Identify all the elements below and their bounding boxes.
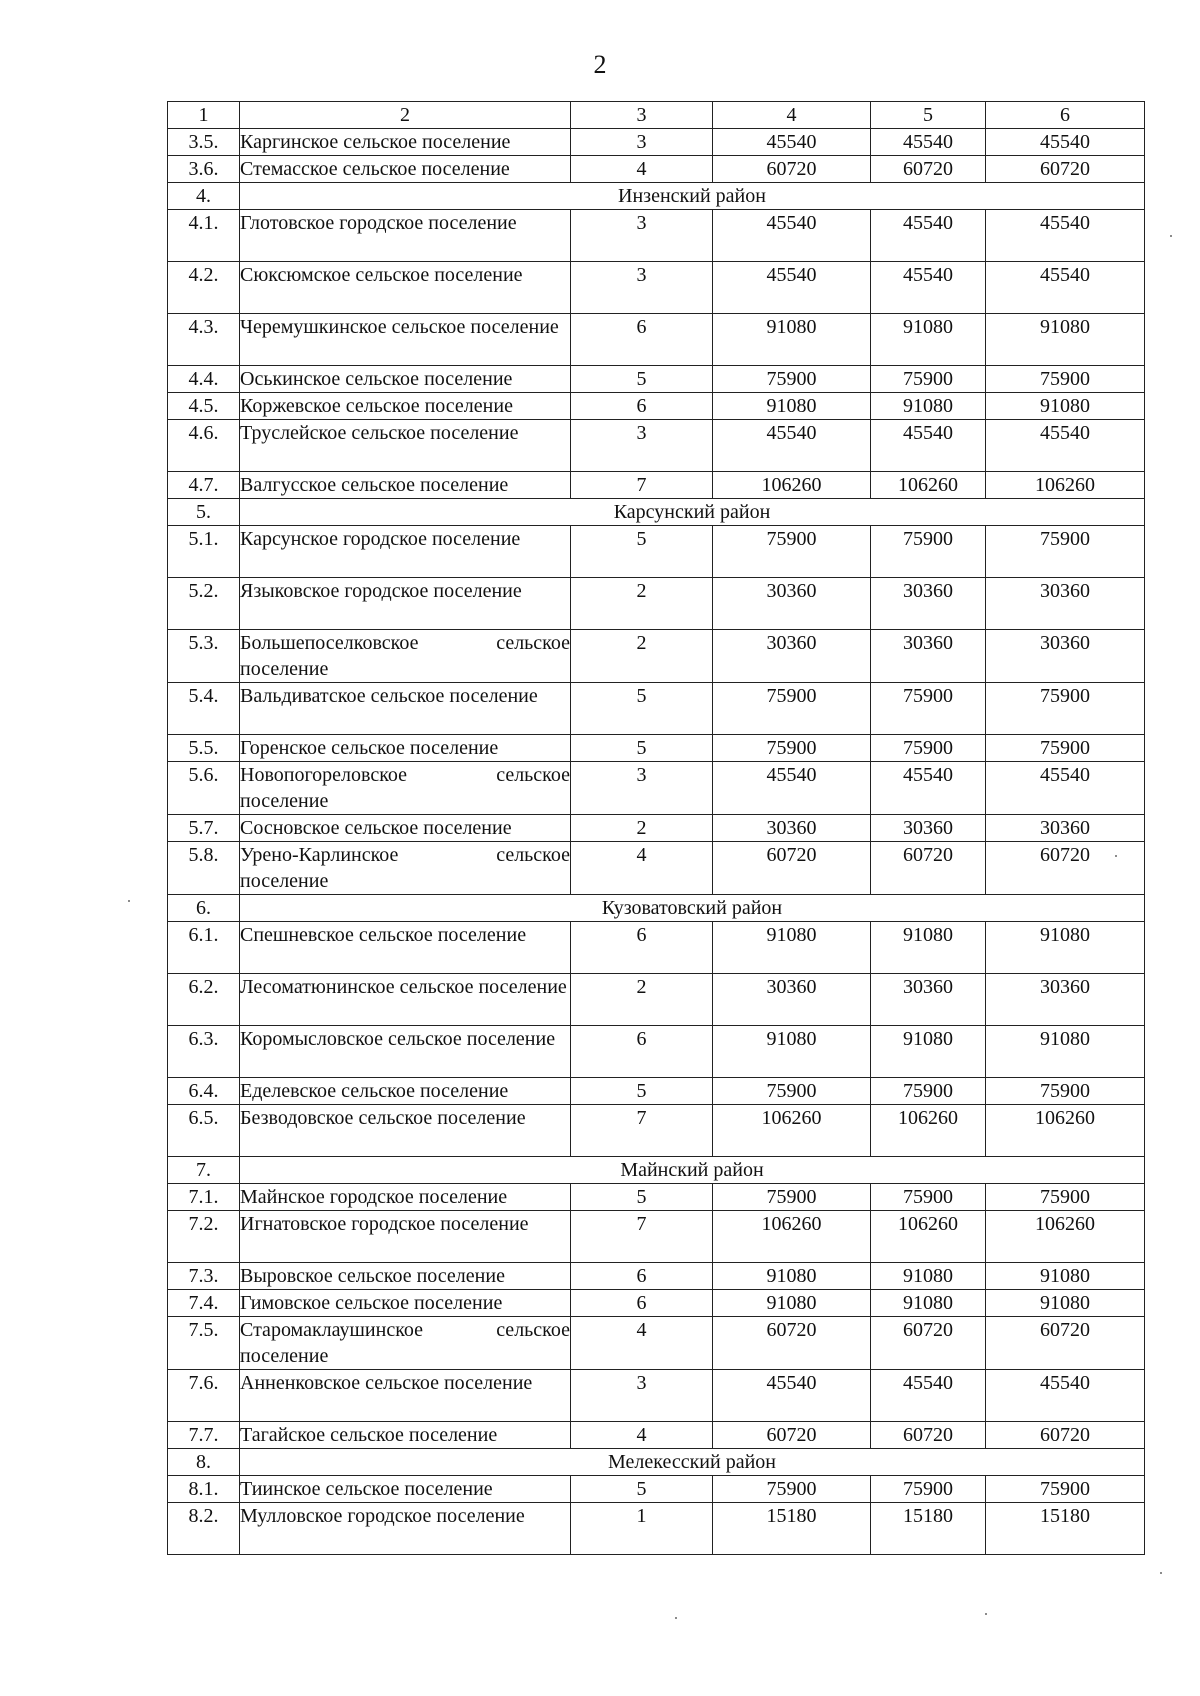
column-number-cell: 5: [871, 102, 986, 129]
district-name: Майнский район: [240, 1157, 1145, 1184]
value-col3: 7: [571, 1105, 713, 1157]
row-number: 7.7.: [168, 1422, 240, 1449]
table-row: [168, 1422, 1145, 1449]
district-number: 5.: [168, 499, 240, 526]
value-col6: 75900: [986, 683, 1145, 735]
district-row: [168, 183, 1145, 210]
value-col4: 106260: [713, 1211, 871, 1263]
table-row: [168, 1503, 1145, 1555]
value-col6: 106260: [986, 1211, 1145, 1263]
settlement-name: Оськинское сельское поселение: [240, 366, 571, 393]
value-col5: 91080: [871, 393, 986, 420]
settlement-name: Тагайское сельское поселение: [240, 1422, 571, 1449]
settlement-name: Лесоматюнинское сельское поселение: [240, 974, 571, 1026]
value-col6: 91080: [986, 1263, 1145, 1290]
value-col3: 6: [571, 1290, 713, 1317]
value-col4: 106260: [713, 1105, 871, 1157]
table-row: [168, 815, 1145, 842]
value-col4: 75900: [713, 1184, 871, 1211]
row-number: 5.2.: [168, 578, 240, 630]
value-col6: 30360: [986, 815, 1145, 842]
district-row: [168, 499, 1145, 526]
row-number: 7.1.: [168, 1184, 240, 1211]
settlement-name: Спешневское сельское поселение: [240, 922, 571, 974]
scan-speck: [675, 1617, 677, 1619]
value-col6: 30360: [986, 578, 1145, 630]
value-col3: 7: [571, 1211, 713, 1263]
value-col6: 60720: [986, 1317, 1145, 1370]
settlement-name: Коржевское сельское поселение: [240, 393, 571, 420]
settlement-name: Майнское городское поселение: [240, 1184, 571, 1211]
row-number: 3.5.: [168, 129, 240, 156]
value-col6: 30360: [986, 974, 1145, 1026]
value-col4: 91080: [713, 314, 871, 366]
table-row: [168, 1370, 1145, 1422]
table-row: [168, 1026, 1145, 1078]
row-number: 4.4.: [168, 366, 240, 393]
district-row: [168, 895, 1145, 922]
row-number: 4.3.: [168, 314, 240, 366]
value-col3: 6: [571, 393, 713, 420]
table-row: [168, 366, 1145, 393]
value-col3: 3: [571, 762, 713, 815]
row-number: 4.5.: [168, 393, 240, 420]
value-col6: 75900: [986, 526, 1145, 578]
value-col6: 75900: [986, 735, 1145, 762]
row-number: 7.2.: [168, 1211, 240, 1263]
table-row: [168, 210, 1145, 262]
value-col4: 45540: [713, 210, 871, 262]
table-row: [168, 526, 1145, 578]
settlement-name: Игнатовское городское поселение: [240, 1211, 571, 1263]
allocation-table: [167, 101, 1145, 1555]
value-col5: 91080: [871, 922, 986, 974]
value-col3: 6: [571, 314, 713, 366]
value-col5: 30360: [871, 974, 986, 1026]
value-col3: 1: [571, 1503, 713, 1555]
column-number-row: [168, 102, 1145, 129]
value-col3: 2: [571, 630, 713, 683]
value-col3: 2: [571, 578, 713, 630]
value-col3: 3: [571, 1370, 713, 1422]
value-col3: 2: [571, 815, 713, 842]
value-col6: 45540: [986, 210, 1145, 262]
value-col3: 3: [571, 420, 713, 472]
value-col3: 6: [571, 1026, 713, 1078]
row-number: 6.1.: [168, 922, 240, 974]
value-col4: 60720: [713, 842, 871, 895]
value-col5: 45540: [871, 1370, 986, 1422]
row-number: 6.2.: [168, 974, 240, 1026]
value-col4: 30360: [713, 974, 871, 1026]
value-col5: 75900: [871, 1476, 986, 1503]
settlement-name: Выровское сельское поселение: [240, 1263, 571, 1290]
value-col6: 91080: [986, 1290, 1145, 1317]
value-col4: 45540: [713, 420, 871, 472]
value-col6: 75900: [986, 1184, 1145, 1211]
value-col3: 3: [571, 129, 713, 156]
value-col4: 91080: [713, 393, 871, 420]
settlement-name: Валгусское сельское поселение: [240, 472, 571, 499]
row-number: 5.8.: [168, 842, 240, 895]
value-col4: 45540: [713, 262, 871, 314]
value-col4: 75900: [713, 683, 871, 735]
row-number: 3.6.: [168, 156, 240, 183]
value-col4: 60720: [713, 156, 871, 183]
scan-speck: [1115, 855, 1117, 857]
row-number: 7.3.: [168, 1263, 240, 1290]
value-col6: 45540: [986, 262, 1145, 314]
value-col5: 106260: [871, 472, 986, 499]
scan-speck: [128, 900, 130, 902]
row-number: 5.7.: [168, 815, 240, 842]
value-col6: 106260: [986, 1105, 1145, 1157]
value-col6: 30360: [986, 630, 1145, 683]
district-row: [168, 1157, 1145, 1184]
value-col5: 106260: [871, 1211, 986, 1263]
row-number: 5.3.: [168, 630, 240, 683]
value-col4: 91080: [713, 1263, 871, 1290]
settlement-name: Новопогореловское сельское поселение: [240, 762, 571, 815]
value-col6: 60720: [986, 1422, 1145, 1449]
value-col5: 15180: [871, 1503, 986, 1555]
settlement-name: Мулловское городское поселение: [240, 1503, 571, 1555]
value-col3: 4: [571, 842, 713, 895]
row-number: 4.6.: [168, 420, 240, 472]
table-row: [168, 578, 1145, 630]
column-number-cell: 1: [168, 102, 240, 129]
value-col6: 75900: [986, 1078, 1145, 1105]
value-col5: 60720: [871, 156, 986, 183]
scan-speck: [1160, 1572, 1162, 1574]
row-number: 5.5.: [168, 735, 240, 762]
table-row: [168, 735, 1145, 762]
value-col5: 60720: [871, 842, 986, 895]
value-col3: 6: [571, 922, 713, 974]
row-number: 8.2.: [168, 1503, 240, 1555]
district-number: 4.: [168, 183, 240, 210]
column-number-cell: 4: [713, 102, 871, 129]
table-row: [168, 683, 1145, 735]
page-number: 2: [593, 50, 607, 79]
value-col5: 91080: [871, 1026, 986, 1078]
value-col5: 75900: [871, 1078, 986, 1105]
value-col3: 5: [571, 1184, 713, 1211]
settlement-name: Глотовское городское поселение: [240, 210, 571, 262]
settlement-name: Вальдиватское сельское поселение: [240, 683, 571, 735]
value-col6: 91080: [986, 922, 1145, 974]
table-row: [168, 1211, 1145, 1263]
settlement-name: Языковское городское поселение: [240, 578, 571, 630]
value-col5: 45540: [871, 210, 986, 262]
value-col5: 91080: [871, 1290, 986, 1317]
value-col3: 5: [571, 1078, 713, 1105]
row-number: 5.1.: [168, 526, 240, 578]
table-row: [168, 1263, 1145, 1290]
district-name: Кузоватовский район: [240, 895, 1145, 922]
settlement-name: Урено-Карлинское сельское поселение: [240, 842, 571, 895]
table-row: [168, 630, 1145, 683]
settlement-name: Гимовское сельское поселение: [240, 1290, 571, 1317]
value-col6: 45540: [986, 420, 1145, 472]
settlement-name: Черемушкинское сельское поселение: [240, 314, 571, 366]
settlement-name: Сосновское сельское поселение: [240, 815, 571, 842]
value-col4: 75900: [713, 526, 871, 578]
value-col5: 45540: [871, 762, 986, 815]
row-number: 5.6.: [168, 762, 240, 815]
table-row: [168, 1078, 1145, 1105]
value-col5: 106260: [871, 1105, 986, 1157]
value-col3: 4: [571, 1317, 713, 1370]
row-number: 4.2.: [168, 262, 240, 314]
value-col3: 5: [571, 366, 713, 393]
table-row: [168, 314, 1145, 366]
table-row: [168, 1317, 1145, 1370]
district-number: 6.: [168, 895, 240, 922]
value-col5: 75900: [871, 366, 986, 393]
value-col4: 75900: [713, 1476, 871, 1503]
settlement-name: Карсунское городское поселение: [240, 526, 571, 578]
row-number: 4.1.: [168, 210, 240, 262]
value-col4: 91080: [713, 922, 871, 974]
value-col4: 75900: [713, 366, 871, 393]
table-row: [168, 420, 1145, 472]
row-number: 6.3.: [168, 1026, 240, 1078]
district-name: Карсунский район: [240, 499, 1145, 526]
value-col5: 75900: [871, 1184, 986, 1211]
table-row: [168, 974, 1145, 1026]
value-col4: 45540: [713, 762, 871, 815]
settlement-name: Коромысловское сельское поселение: [240, 1026, 571, 1078]
settlement-name: Горенское сельское поселение: [240, 735, 571, 762]
table-row: [168, 1290, 1145, 1317]
value-col6: 15180: [986, 1503, 1145, 1555]
column-number-cell: 2: [240, 102, 571, 129]
value-col6: 60720: [986, 842, 1145, 895]
value-col6: 91080: [986, 1026, 1145, 1078]
value-col4: 30360: [713, 630, 871, 683]
district-number: 8.: [168, 1449, 240, 1476]
value-col5: 30360: [871, 815, 986, 842]
value-col5: 45540: [871, 420, 986, 472]
value-col6: 91080: [986, 314, 1145, 366]
value-col5: 75900: [871, 683, 986, 735]
value-col3: 5: [571, 526, 713, 578]
district-number: 7.: [168, 1157, 240, 1184]
value-col3: 3: [571, 210, 713, 262]
value-col5: 75900: [871, 735, 986, 762]
row-number: 7.5.: [168, 1317, 240, 1370]
settlement-name: Тиинское сельское поселение: [240, 1476, 571, 1503]
row-number: 7.6.: [168, 1370, 240, 1422]
district-name: Инзенский район: [240, 183, 1145, 210]
district-name: Мелекесский район: [240, 1449, 1145, 1476]
table-row: [168, 842, 1145, 895]
column-number-cell: 3: [571, 102, 713, 129]
settlement-name: Старомаклаушинское сельское поселение: [240, 1317, 571, 1370]
value-col6: 91080: [986, 393, 1145, 420]
table-row: [168, 129, 1145, 156]
table-body: [168, 102, 1145, 1555]
value-col4: 60720: [713, 1422, 871, 1449]
value-col4: 45540: [713, 129, 871, 156]
settlement-name: Каргинское сельское поселение: [240, 129, 571, 156]
value-col6: 45540: [986, 762, 1145, 815]
settlement-name: Труслейское сельское поселение: [240, 420, 571, 472]
settlement-name: Сюксюмское сельское поселение: [240, 262, 571, 314]
value-col3: 5: [571, 735, 713, 762]
value-col6: 60720: [986, 156, 1145, 183]
table-row: [168, 262, 1145, 314]
district-row: [168, 1449, 1145, 1476]
table-row: [168, 156, 1145, 183]
table-row: [168, 922, 1145, 974]
value-col3: 2: [571, 974, 713, 1026]
settlement-name: Большепоселковское сельское поселение: [240, 630, 571, 683]
value-col4: 106260: [713, 472, 871, 499]
value-col4: 15180: [713, 1503, 871, 1555]
scan-speck: [985, 1613, 987, 1615]
value-col3: 6: [571, 1263, 713, 1290]
value-col6: 75900: [986, 1476, 1145, 1503]
table-row: [168, 1105, 1145, 1157]
settlement-name: Безводовское сельское поселение: [240, 1105, 571, 1157]
value-col3: 4: [571, 156, 713, 183]
settlement-name: Еделевское сельское поселение: [240, 1078, 571, 1105]
value-col4: 60720: [713, 1317, 871, 1370]
value-col6: 45540: [986, 129, 1145, 156]
value-col5: 60720: [871, 1317, 986, 1370]
value-col4: 75900: [713, 735, 871, 762]
row-number: 7.4.: [168, 1290, 240, 1317]
value-col5: 45540: [871, 129, 986, 156]
row-number: 6.5.: [168, 1105, 240, 1157]
value-col5: 45540: [871, 262, 986, 314]
row-number: 8.1.: [168, 1476, 240, 1503]
value-col4: 30360: [713, 815, 871, 842]
value-col3: 7: [571, 472, 713, 499]
table-row: [168, 1184, 1145, 1211]
value-col3: 3: [571, 262, 713, 314]
value-col6: 75900: [986, 366, 1145, 393]
value-col4: 30360: [713, 578, 871, 630]
column-number-cell: 6: [986, 102, 1145, 129]
value-col4: 91080: [713, 1026, 871, 1078]
value-col5: 91080: [871, 1263, 986, 1290]
table-row: [168, 1476, 1145, 1503]
value-col3: 5: [571, 683, 713, 735]
settlement-name: Анненковское сельское поселение: [240, 1370, 571, 1422]
value-col4: 91080: [713, 1290, 871, 1317]
table-row: [168, 762, 1145, 815]
row-number: 4.7.: [168, 472, 240, 499]
table-row: [168, 472, 1145, 499]
scan-speck: [1170, 235, 1172, 237]
row-number: 5.4.: [168, 683, 240, 735]
value-col4: 75900: [713, 1078, 871, 1105]
value-col4: 45540: [713, 1370, 871, 1422]
value-col5: 60720: [871, 1422, 986, 1449]
value-col6: 106260: [986, 472, 1145, 499]
value-col3: 4: [571, 1422, 713, 1449]
value-col6: 45540: [986, 1370, 1145, 1422]
value-col5: 30360: [871, 630, 986, 683]
row-number: 6.4.: [168, 1078, 240, 1105]
value-col5: 91080: [871, 314, 986, 366]
value-col3: 5: [571, 1476, 713, 1503]
value-col5: 30360: [871, 578, 986, 630]
value-col5: 75900: [871, 526, 986, 578]
table-row: [168, 393, 1145, 420]
settlement-name: Стемасское сельское поселение: [240, 156, 571, 183]
